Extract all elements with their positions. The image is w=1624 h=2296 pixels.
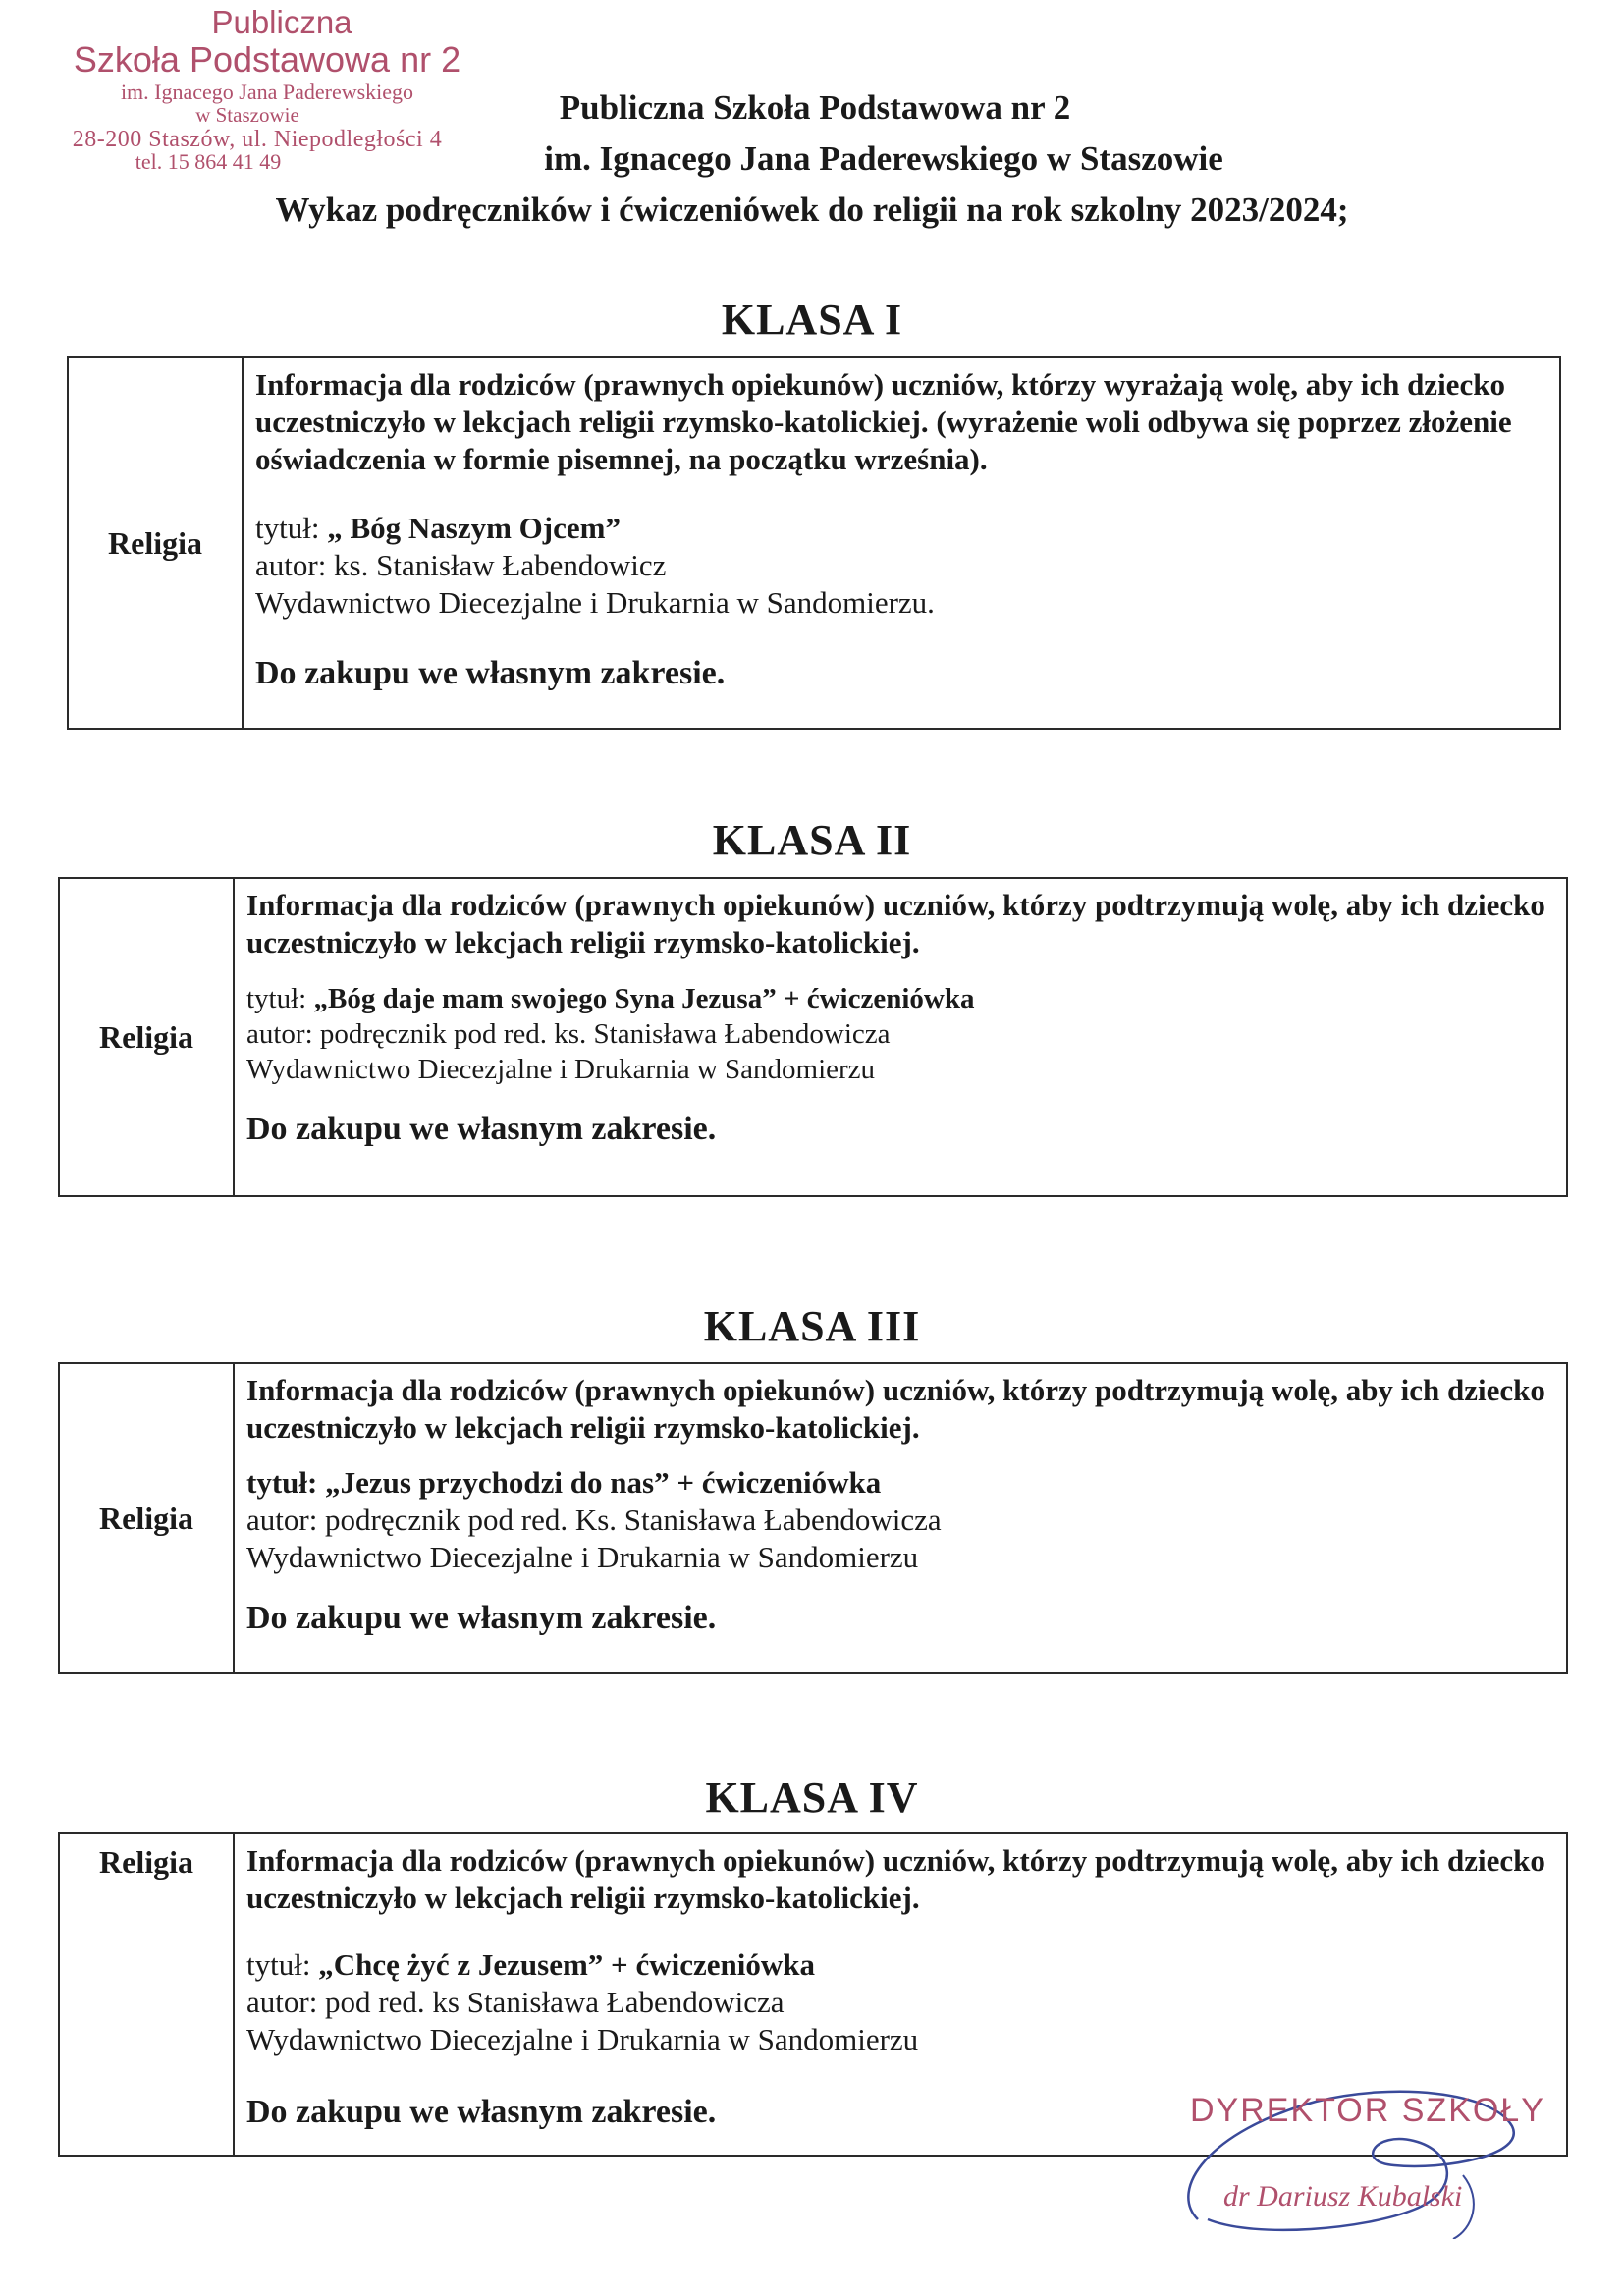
class-table-2 xyxy=(58,877,1568,1197)
subject-cell: Religia xyxy=(60,879,235,1195)
book-title-line xyxy=(246,1946,1554,1984)
title-label: tytuł: xyxy=(246,1947,319,1982)
info-text: Informacja dla rodziców (prawnych opiekunów) uczniów, którzy wyrażają wolę, aby ich dziecko uczestniczyło w lekcjach religii rzymsko-katolickiej. (wyrażenie woli odbywa się poprzez złożenie oświadczenia w formie pisemnej, na początku września). xyxy=(255,367,1512,476)
book-title: „Jezus przychodzi do nas” + ćwiczeniówka xyxy=(325,1465,882,1500)
book-author: autor: ks. Stanisław Łabendowicz xyxy=(255,548,667,582)
book-info xyxy=(246,1464,1554,1576)
header-school-name: Publiczna Szkoła Podstawowa nr 2 xyxy=(559,88,1071,127)
book-title: „Bóg daje mam swojego Syna Jezusa” + ćwiczeniówka xyxy=(313,983,975,1014)
book-title: „Chcę żyć z Jezusem” + ćwiczeniówka xyxy=(318,1947,815,1982)
book-info xyxy=(255,510,1547,622)
class-heading-1: KLASA I xyxy=(721,296,903,344)
book-publisher: Wydawnictwo Diecezjalne i Drukarnia w Sandomierzu xyxy=(246,2022,919,2056)
header-patron: im. Ignacego Jana Paderewskiego w Staszowie xyxy=(544,139,1223,178)
book-info xyxy=(246,1946,1554,2058)
class-heading-3: KLASA III xyxy=(703,1302,921,1350)
stamp-line-4: w Staszowie xyxy=(195,103,299,127)
subject-cell: Religia xyxy=(60,1364,235,1672)
book-publisher: Wydawnictwo Diecezjalne i Drukarnia w Sandomierzu xyxy=(246,1540,919,1574)
title-label: tytuł: xyxy=(255,511,328,545)
content-cell xyxy=(235,879,1566,1195)
stamp-line-5: 28-200 Staszów, ul. Niepodległości 4 xyxy=(72,127,443,152)
buy-note: Do zakupu we własnym zakresie. xyxy=(246,2094,717,2130)
subject-cell: Religia xyxy=(69,358,244,728)
class-heading-2: KLASA II xyxy=(712,816,912,864)
book-author: autor: pod red. ks Stanisława Łabendowicza xyxy=(246,1985,785,2019)
class-table-1 xyxy=(67,356,1561,730)
info-text: Informacja dla rodziców (prawnych opiekunów) uczniów, którzy podtrzymują wolę, aby ich dziecko uczestniczyło w lekcjach religii rzymsko-katolickiej. xyxy=(246,888,1545,959)
info-text: Informacja dla rodziców (prawnych opiekunów) uczniów, którzy podtrzymują wolę, aby ich dziecko uczestniczyło w lekcjach religii rzymsko-katolickiej. xyxy=(246,1843,1545,1915)
stamp-line-2: Szkoła Podstawowa nr 2 xyxy=(73,39,461,80)
stamp-line-1: Publiczna xyxy=(211,4,352,40)
class-heading-4: KLASA IV xyxy=(705,1774,919,1822)
director-role: DYREKTOR SZKOŁY xyxy=(1190,2092,1545,2129)
director-signature xyxy=(1168,2072,1561,2239)
director-name: dr Dariusz Kubalski xyxy=(1223,2180,1463,2213)
content-cell xyxy=(235,1364,1566,1672)
book-publisher: Wydawnictwo Diecezjalne i Drukarnia w Sandomierzu xyxy=(246,1054,876,1085)
book-author: autor: podręcznik pod red. ks. Stanisława Łabendowicza xyxy=(246,1018,891,1050)
header-list-title: Wykaz podręczników i ćwiczeniówek do religii na rok szkolny 2023/2024; xyxy=(275,191,1349,229)
book-title-line xyxy=(255,510,1547,547)
content-cell xyxy=(244,358,1559,728)
buy-note: Do zakupu we własnym zakresie. xyxy=(246,1111,717,1147)
buy-note: Do zakupu we własnym zakresie. xyxy=(246,1600,717,1636)
stamp-line-3: im. Ignacego Jana Paderewskiego xyxy=(120,80,414,104)
book-publisher: Wydawnictwo Diecezjalne i Drukarnia w Sandomierzu. xyxy=(255,585,935,620)
book-info xyxy=(246,981,1554,1087)
book-title-line xyxy=(246,1464,1554,1502)
info-text: Informacja dla rodziców (prawnych opiekunów) uczniów, którzy podtrzymują wolę, aby ich dziecko uczestniczyło w lekcjach religii rzymsko-katolickiej. xyxy=(246,1373,1545,1445)
subject-cell: Religia xyxy=(60,1834,235,2155)
stamp-line-6: tel. 15 864 41 49 xyxy=(135,149,282,174)
book-title: „ Bóg Naszym Ojcem” xyxy=(327,511,621,545)
book-author: autor: podręcznik pod red. Ks. Stanisława Łabendowicza xyxy=(246,1503,942,1537)
buy-note: Do zakupu we własnym zakresie. xyxy=(255,655,726,691)
class-table-3 xyxy=(58,1362,1568,1674)
title-label: tytuł: xyxy=(246,983,314,1014)
title-label: tytuł: xyxy=(246,1465,326,1500)
book-title-line xyxy=(246,981,1554,1016)
